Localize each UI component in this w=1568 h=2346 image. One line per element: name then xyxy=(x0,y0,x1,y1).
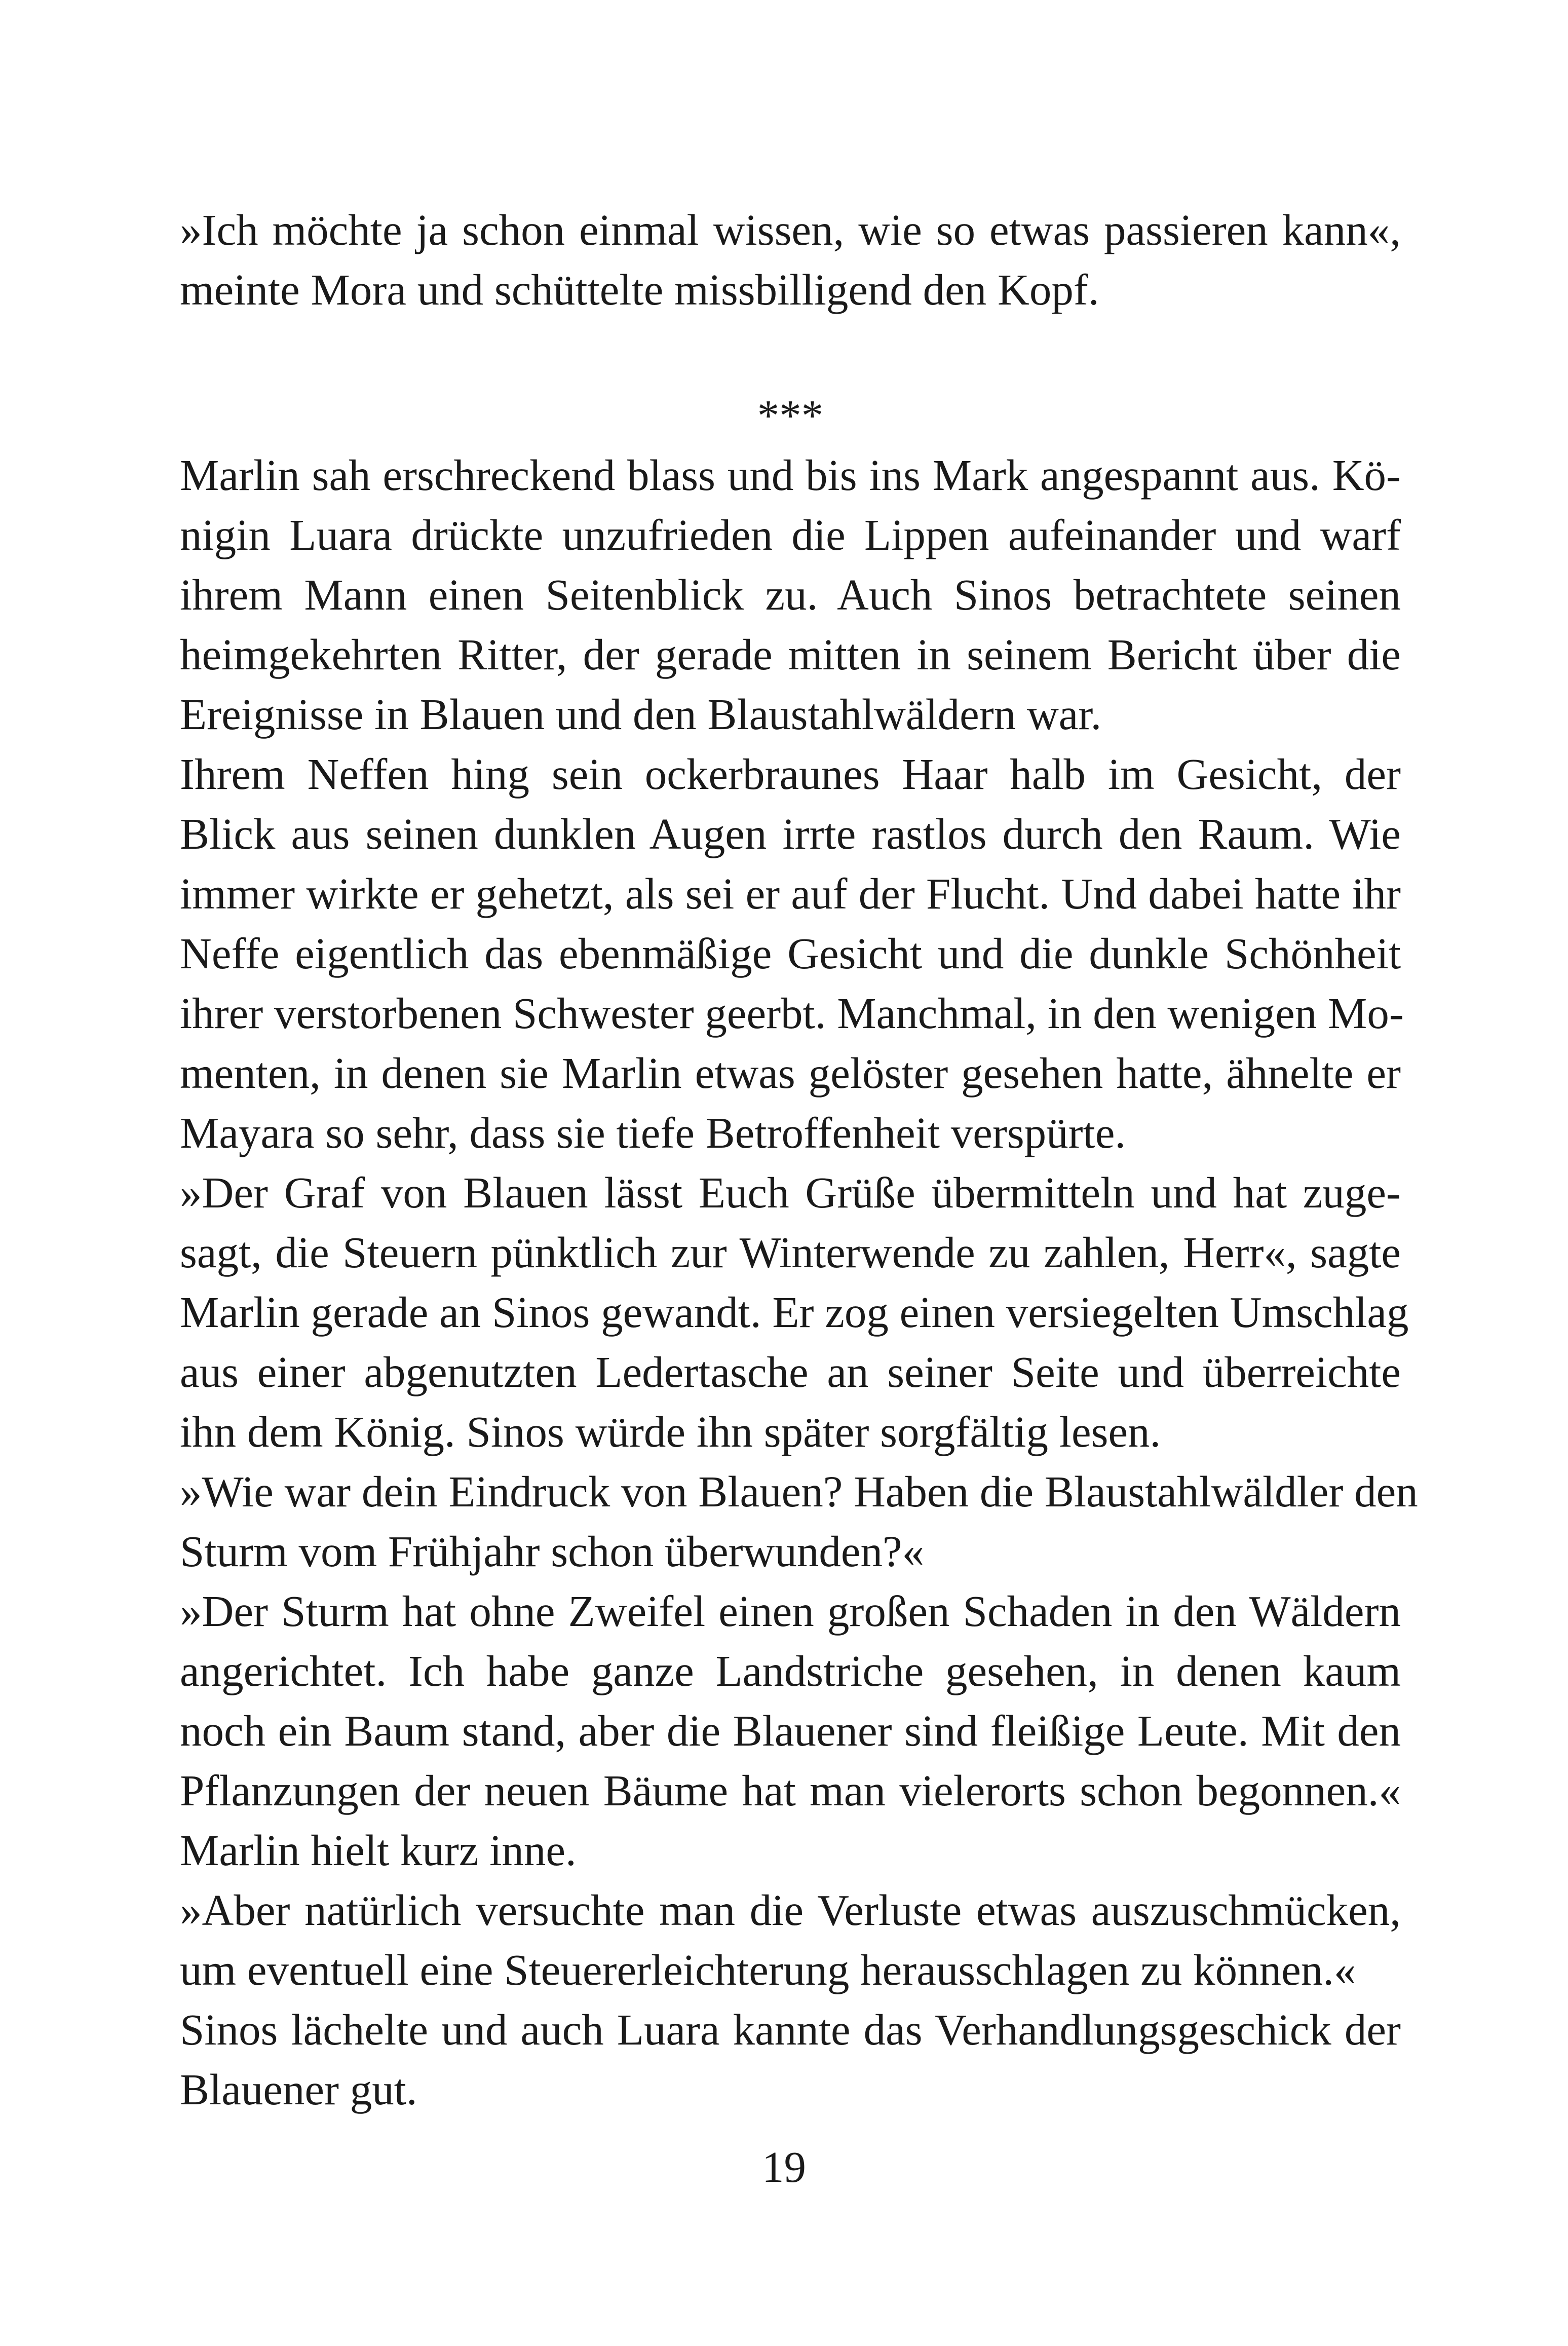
text-line: »Der Graf von Blauen lässt Euch Grüße übermitteln und hat zuge- xyxy=(180,1168,1401,1217)
text-line: ihn dem König. Sinos würde ihn später sorgfältig lesen. xyxy=(180,1407,1161,1456)
scene-break: *** xyxy=(757,391,824,440)
text-line: nigin Luara drückte unzufrieden die Lippen aufeinander und warf xyxy=(180,510,1401,559)
text-line: »Wie war dein Eindruck von Blauen? Haben die Blaustahlwäldler den xyxy=(180,1467,1418,1516)
paragraph xyxy=(180,744,1404,1163)
text-line: Sturm vom Frühjahr schon überwunden?« xyxy=(180,1527,925,1576)
paragraph xyxy=(180,2000,1401,2120)
text-line: ihrem Mann einen Seitenblick zu. Auch Sinos betrachtete seinen xyxy=(180,570,1401,619)
text-line: immer wirkte er gehetzt, als sei er auf der Flucht. Und dabei hatte ihr xyxy=(180,869,1401,918)
text-line: Ihrem Neffen hing sein ockerbraunes Haar halb im Gesicht, der xyxy=(180,749,1401,799)
text-line: Ereignisse in Blauen und den Blaustahlwäldern war. xyxy=(180,690,1102,739)
text-line: aus einer abgenutzten Ledertasche an seiner Seite und überreichte xyxy=(180,1347,1401,1396)
text-line: angerichtet. Ich habe ganze Landstriche gesehen, in denen kaum xyxy=(180,1646,1401,1695)
text-line: Sinos lächelte und auch Luara kannte das Verhandlungsgeschick der xyxy=(180,2005,1401,2054)
text-line: Blauener gut. xyxy=(180,2065,417,2114)
text-line: ihrer verstorbenen Schwester geerbt. Manchmal, in den wenigen Mo- xyxy=(180,989,1404,1038)
paragraph xyxy=(180,1462,1418,1581)
text-line: »Ich möchte ja schon einmal wissen, wie so etwas passieren kann«, xyxy=(180,205,1401,254)
text-line: Marlin gerade an Sinos gewandt. Er zog einen versiegelten Umschlag xyxy=(180,1288,1409,1337)
paragraph xyxy=(180,445,1401,744)
text-block-before-break xyxy=(180,200,1401,320)
text-line: Pflanzungen der neuen Bäume hat man vielerorts schon begonnen.« xyxy=(180,1766,1401,1815)
page-number: 19 xyxy=(762,2142,806,2191)
text-line: menten, in denen sie Marlin etwas gelöster gesehen hatte, ähnelte er xyxy=(180,1048,1401,1098)
text-line: heimgekehrten Ritter, der gerade mitten in seinem Bericht über die xyxy=(180,630,1401,679)
paragraph xyxy=(180,1581,1401,1880)
text-line: Mayara so sehr, dass sie tiefe Betroffenheit verspürte. xyxy=(180,1108,1126,1157)
text-line: noch ein Baum stand, aber die Blauener sind fleißige Leute. Mit den xyxy=(180,1706,1401,1755)
text-line: Neffe eigentlich das ebenmäßige Gesicht und die dunkle Schönheit xyxy=(180,929,1401,978)
text-line: meinte Mora und schüttelte missbilligend den Kopf. xyxy=(180,265,1099,314)
text-line: Marlin sah erschreckend blass und bis ins Mark angespannt aus. Kö- xyxy=(180,450,1401,500)
paragraph xyxy=(180,1880,1401,2000)
text-line: Blick aus seinen dunklen Augen irrte rastlos durch den Raum. Wie xyxy=(180,809,1401,858)
text-line: »Aber natürlich versuchte man die Verluste etwas auszuschmücken, xyxy=(180,1885,1401,1935)
text-line: um eventuell eine Steuererleichterung herausschlagen zu können.« xyxy=(180,1945,1356,1994)
text-line: »Der Sturm hat ohne Zweifel einen großen Schaden in den Wäldern xyxy=(180,1586,1401,1636)
book-page-body xyxy=(180,200,1418,2120)
text-line: Marlin hielt kurz inne. xyxy=(180,1826,577,1875)
paragraph xyxy=(180,200,1401,320)
text-line: sagt, die Steuern pünktlich zur Winterwende zu zahlen, Herr«, sagte xyxy=(180,1228,1401,1277)
text-block-after-break xyxy=(180,445,1418,2120)
paragraph xyxy=(180,1163,1409,1462)
